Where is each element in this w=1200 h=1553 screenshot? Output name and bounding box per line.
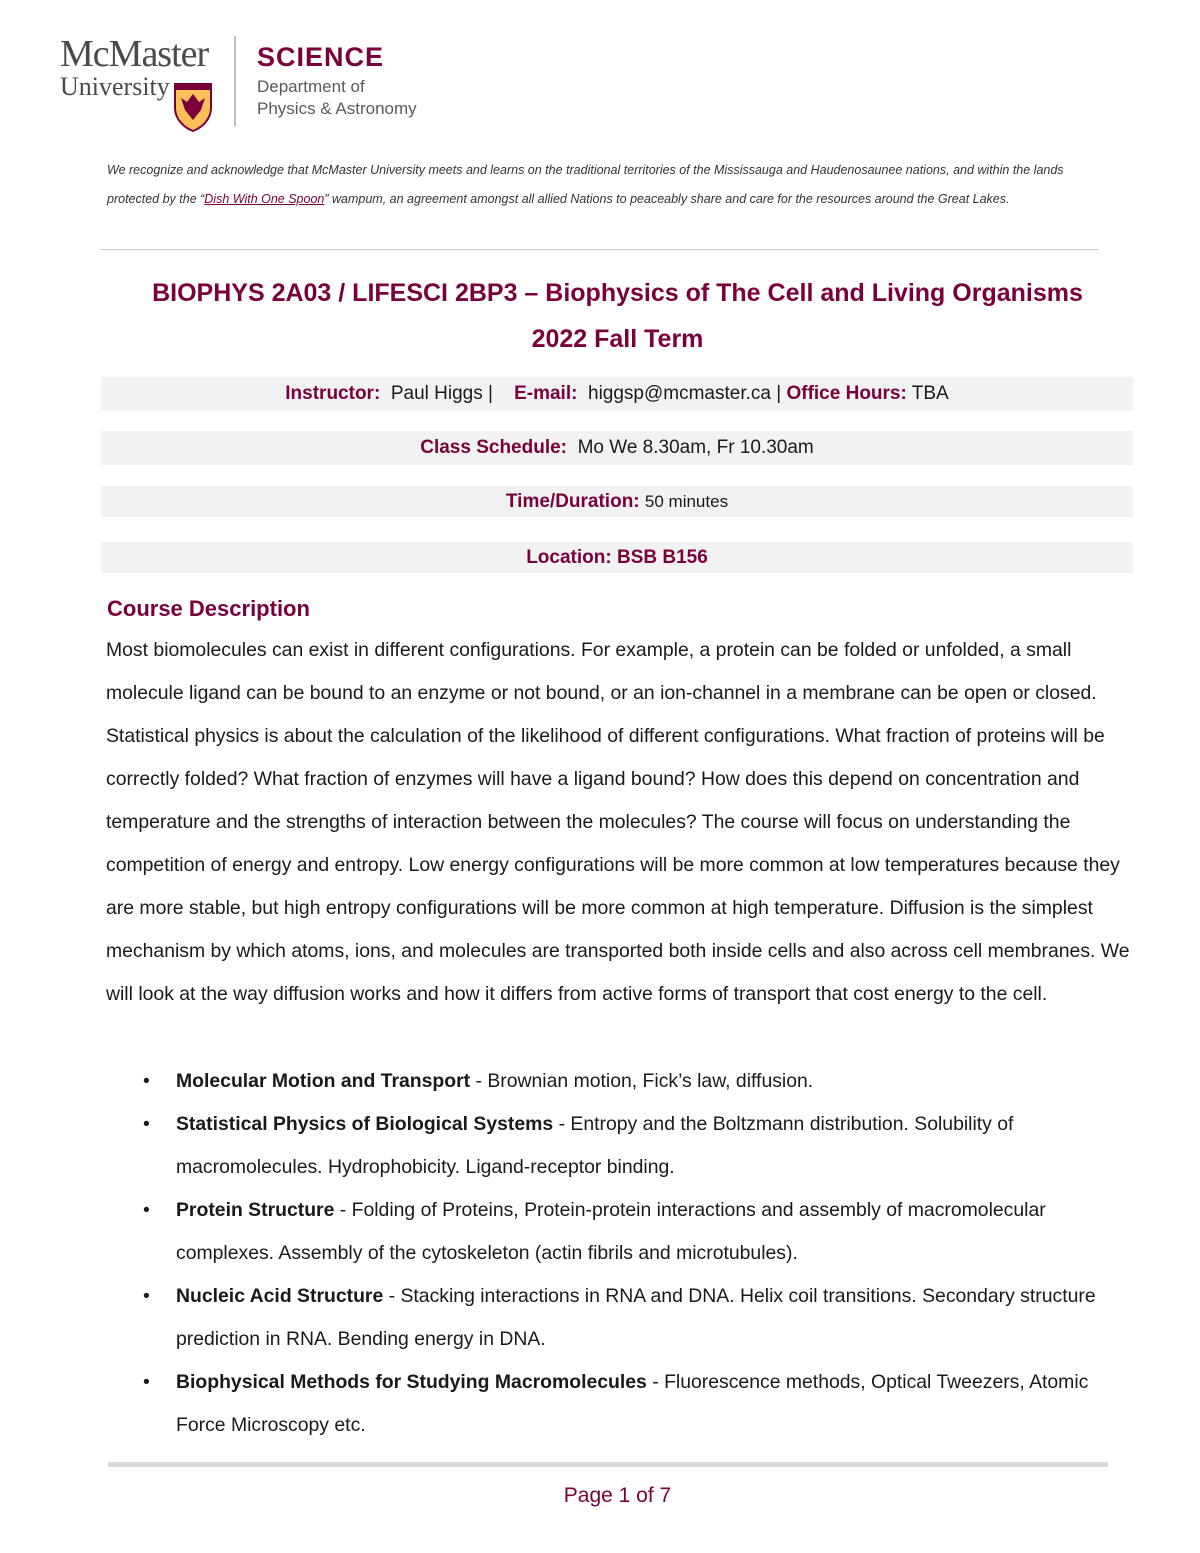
- topic-text: - Entropy and the Boltzmann distribution. Solubility of macromolecules. Hydrophobicity. Ligand-receptor binding.: [176, 1113, 1014, 1178]
- duration-band: [101, 486, 1133, 517]
- bullet-icon: •: [143, 1199, 150, 1221]
- dish-with-one-spoon-link[interactable]: Dish With One Spoon: [204, 192, 325, 206]
- instructor-band: [101, 377, 1133, 411]
- schedule-label: Class Schedule:: [420, 437, 567, 458]
- department-line1: Department of: [257, 77, 365, 96]
- course-title: BIOPHYS 2A03 / LIFESCI 2BP3 – Biophysics of The Cell and Living Organisms: [152, 279, 1083, 307]
- topic-title: Molecular Motion and Transport: [176, 1070, 471, 1092]
- email-label: E-mail:: [514, 383, 578, 404]
- bullet-icon: •: [143, 1285, 150, 1307]
- acknowledgement-text-end: ” wampum, an agreement amongst all allied Nations to peaceably share and care for the resources around the Great Lakes.: [324, 192, 1010, 206]
- topic-title: Nucleic Acid Structure: [176, 1285, 384, 1307]
- duration-label: Time/Duration:: [505, 491, 640, 512]
- topic-text: - Folding of Proteins, Protein-protein interactions and assembly of macromolecular complexes. Assembly of the cytoskeleton (actin fibrils and microtubules).: [176, 1199, 1046, 1264]
- location-label: Location: BSB B156: [526, 547, 708, 568]
- topic-text: - Fluorescence methods, Optical Tweezers, Atomic Force Microscopy etc.: [176, 1371, 1089, 1436]
- list-item: [106, 1060, 1136, 1103]
- acknowledgement-text-start: We recognize and acknowledge that McMaster University meets and learns on the traditional territories of the Mississauga and Haudenosaunee nations, and within the lands protected by the “: [107, 163, 1064, 206]
- bullet-icon: •: [143, 1113, 150, 1135]
- office-hours-label: Office Hours:: [786, 383, 907, 404]
- logo-divider: [234, 36, 236, 126]
- email-value[interactable]: higgsp@mcmaster.ca |: [588, 383, 782, 404]
- header-divider: [100, 249, 1098, 250]
- list-item: [106, 1103, 1136, 1189]
- faculty-name: SCIENCE: [257, 42, 385, 72]
- topics-list: [106, 1060, 1136, 1447]
- university-name-line1: McMaster: [60, 33, 209, 75]
- course-description-text: Most biomolecules can exist in different configurations. For example, a protein can be folded or unfolded, a small molecule ligand can be bound to an enzyme or not bound, or an ion-channel in a membrane can be open or closed. Statistical physics is about the calculation of the likelihood of different configurations. What fraction of proteins will be correctly folded? What fraction of enzymes will have a ligand bound? How does this depend on concentration and temperature and the strengths of interaction between the molecules? The course will focus on understanding the competition of energy and entropy. Low energy configurations will be more common at low temperatures because they are more stable, but high entropy configurations will be more common at high temperature. Diffusion is the simplest mechanism by which atoms, ions, and molecules are transported both inside cells and also across cell membranes. We will look at the way diffusion works and how it differs from active forms of transport that cost energy to the cell.: [106, 639, 1130, 1005]
- location-band: [101, 542, 1133, 573]
- page-number: Page 1 of 7: [563, 1484, 672, 1507]
- topic-text: - Brownian motion, Fick’s law, diffusion.: [470, 1070, 814, 1092]
- topic-title: Statistical Physics of Biological Systems: [176, 1113, 554, 1135]
- department-line2: Physics & Astronomy: [257, 99, 417, 118]
- course-description-heading: Course Description: [107, 596, 310, 621]
- footer-divider: [108, 1462, 1108, 1467]
- bullet-icon: •: [143, 1371, 150, 1393]
- list-item: [106, 1189, 1136, 1275]
- topic-title: Protein Structure: [176, 1199, 335, 1221]
- office-hours-value: TBA: [911, 383, 949, 404]
- instructor-label: Instructor:: [285, 383, 381, 404]
- course-term: 2022 Fall Term: [531, 325, 704, 353]
- topic-title: Biophysical Methods for Studying Macromolecules: [176, 1371, 647, 1393]
- instructor-value: Paul Higgs |: [390, 383, 493, 404]
- duration-value: 50 minutes: [644, 492, 729, 511]
- university-crest-icon: [173, 82, 213, 132]
- department-name: [257, 76, 417, 120]
- university-name-line2: University: [60, 72, 170, 101]
- topic-text: - Stacking interactions in RNA and DNA. Helix coil transitions. Secondary structure prediction in RNA. Bending energy in DNA.: [176, 1285, 1096, 1350]
- list-item: [106, 1361, 1136, 1447]
- mcmaster-science-logo: [60, 34, 420, 128]
- schedule-value: Mo We 8.30am, Fr 10.30am: [577, 437, 814, 458]
- list-item: [106, 1275, 1136, 1361]
- schedule-band: [101, 431, 1133, 465]
- bullet-icon: •: [143, 1070, 150, 1092]
- land-acknowledgement: [107, 156, 1107, 214]
